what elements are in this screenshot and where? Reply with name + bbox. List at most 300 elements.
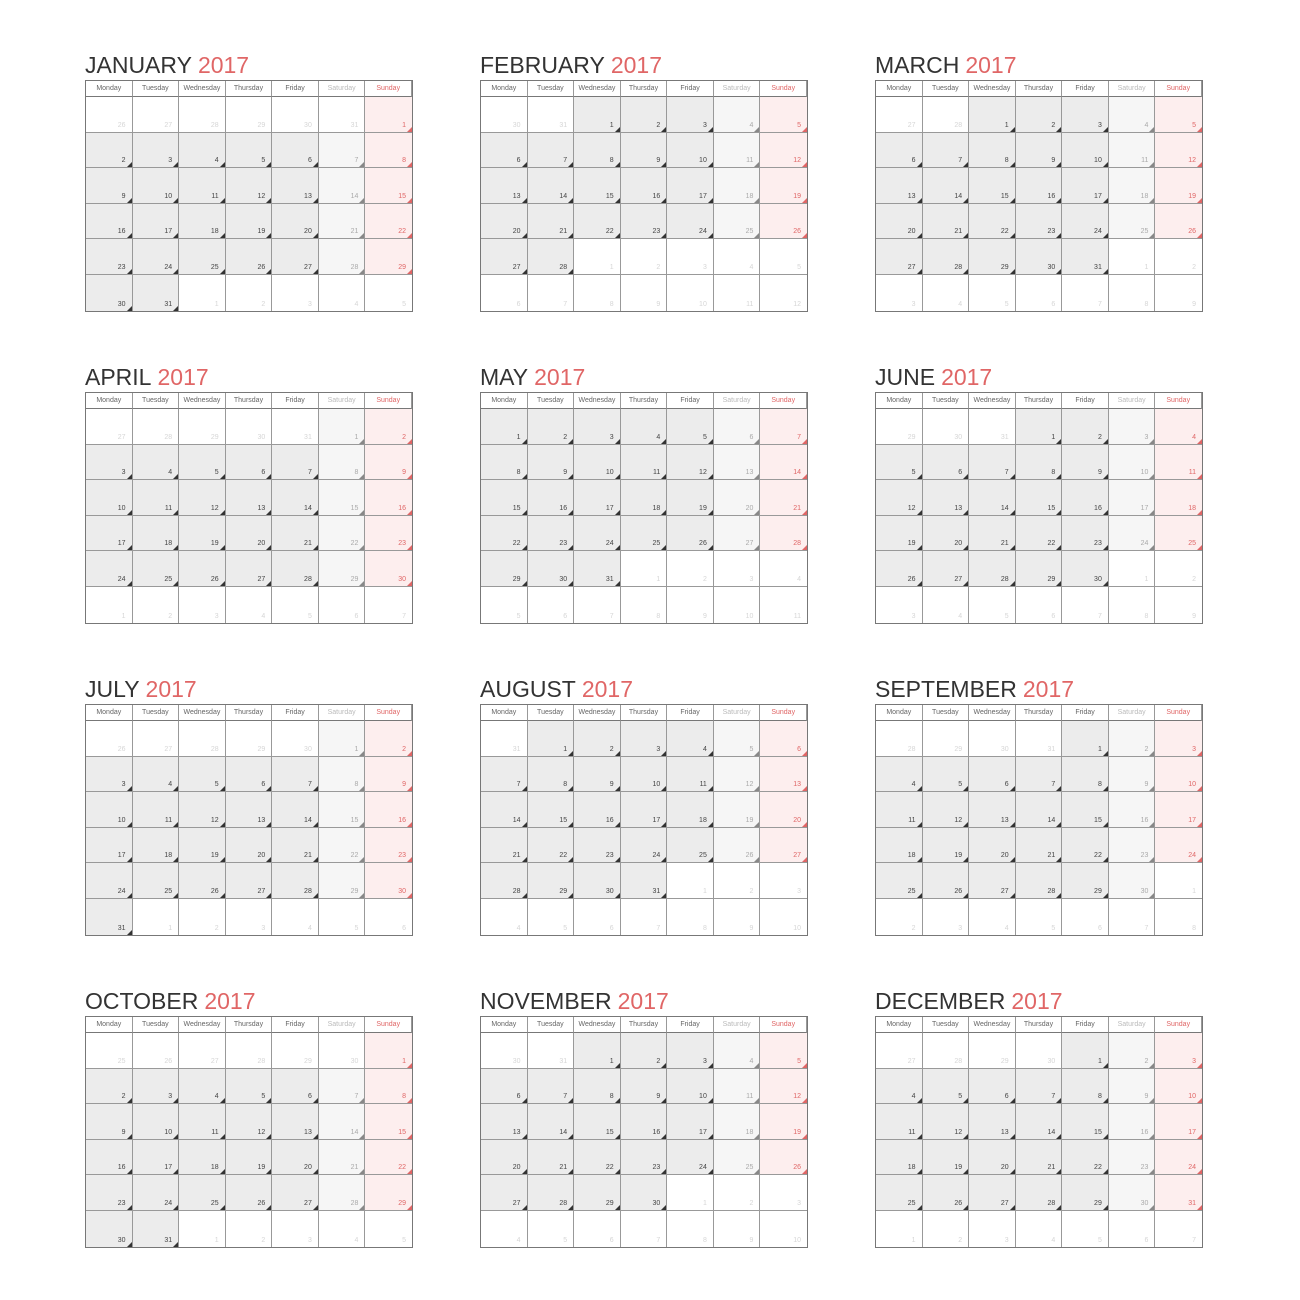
corner-marker-icon <box>266 1098 271 1103</box>
corner-marker-icon <box>661 127 666 132</box>
corner-marker-icon <box>1010 233 1015 238</box>
day-number: 8 <box>1144 612 1149 620</box>
corner-marker-icon <box>1103 751 1108 756</box>
day-number: 6 <box>563 612 568 620</box>
day-cell <box>621 275 668 311</box>
day-cell <box>365 445 412 481</box>
day-number: 25 <box>117 1057 126 1065</box>
day-cell <box>969 239 1016 275</box>
day-number: 16 <box>117 1164 126 1172</box>
corner-marker-icon <box>127 581 132 586</box>
corner-marker-icon <box>407 127 412 132</box>
corner-marker-icon <box>1056 822 1061 827</box>
day-cell <box>528 516 575 552</box>
day-cell <box>876 1211 923 1247</box>
day-number: 17 <box>605 504 614 512</box>
day-cell <box>667 1033 714 1069</box>
corner-marker-icon <box>1149 1063 1154 1068</box>
day-cell <box>760 409 807 445</box>
corner-marker-icon <box>754 474 759 479</box>
weekday-header: Wednesday <box>574 705 621 721</box>
corner-marker-icon <box>754 545 759 550</box>
day-cell <box>876 899 923 935</box>
day-cell <box>226 863 273 899</box>
day-cell <box>667 516 714 552</box>
day-number: 4 <box>749 1057 754 1065</box>
day-number: 25 <box>745 1164 754 1172</box>
day-number: 16 <box>398 504 406 512</box>
corner-marker-icon <box>661 439 666 444</box>
day-number: 28 <box>164 433 173 441</box>
day-number: 15 <box>398 192 406 200</box>
day-number: 21 <box>1047 852 1056 860</box>
day-number: 21 <box>793 504 801 512</box>
corner-marker-icon <box>313 198 318 203</box>
day-cell <box>969 168 1016 204</box>
corner-marker-icon <box>359 439 364 444</box>
corner-marker-icon <box>407 162 412 167</box>
day-number: 9 <box>656 300 661 308</box>
day-number: 7 <box>1097 612 1102 620</box>
corner-marker-icon <box>359 581 364 586</box>
day-cell <box>714 551 761 587</box>
day-cell <box>226 757 273 793</box>
corner-marker-icon <box>615 439 620 444</box>
weekday-header: Tuesday <box>528 393 575 409</box>
day-cell <box>1016 1211 1063 1247</box>
day-cell <box>760 133 807 169</box>
corner-marker-icon <box>802 510 807 515</box>
day-number: 23 <box>117 263 126 271</box>
day-number: 22 <box>559 852 568 860</box>
day-cell <box>1016 1069 1063 1105</box>
month-year: 2017 <box>610 52 662 78</box>
day-cell <box>923 97 970 133</box>
day-cell <box>86 863 133 899</box>
corner-marker-icon <box>359 545 364 550</box>
corner-marker-icon <box>1103 233 1108 238</box>
day-cell <box>923 1069 970 1105</box>
day-number: 26 <box>907 575 916 583</box>
day-cell <box>481 1140 528 1176</box>
day-cell <box>319 721 366 757</box>
day-number: 19 <box>907 540 916 548</box>
corner-marker-icon <box>220 857 225 862</box>
corner-marker-icon <box>754 857 759 862</box>
day-number: 11 <box>793 612 801 620</box>
day-cell <box>226 1033 273 1069</box>
corner-marker-icon <box>522 1134 527 1139</box>
day-number: 12 <box>745 781 754 789</box>
corner-marker-icon <box>1149 1134 1154 1139</box>
day-cell <box>714 1069 761 1105</box>
month-year: 2017 <box>581 676 634 702</box>
day-cell <box>1062 1140 1109 1176</box>
day-number: 13 <box>304 1128 312 1136</box>
day-cell <box>133 1140 180 1176</box>
day-cell <box>272 239 319 275</box>
day-number: 15 <box>1094 1128 1102 1136</box>
day-cell <box>1155 1069 1202 1105</box>
corner-marker-icon <box>313 510 318 515</box>
day-number: 30 <box>117 300 126 308</box>
day-cell <box>1062 551 1109 587</box>
day-number: 6 <box>609 924 614 932</box>
day-number: 3 <box>656 745 661 753</box>
day-number: 25 <box>907 1199 916 1207</box>
day-cell <box>481 863 528 899</box>
day-number: 1 <box>516 433 521 441</box>
day-cell <box>1062 1069 1109 1105</box>
weekday-header: Friday <box>667 1017 714 1033</box>
day-cell <box>667 1140 714 1176</box>
day-number: 18 <box>210 228 219 236</box>
corner-marker-icon <box>1149 1169 1154 1174</box>
day-cell <box>226 587 273 623</box>
day-cell <box>528 899 575 935</box>
day-number: 8 <box>702 1236 707 1244</box>
corner-marker-icon <box>1197 1134 1202 1139</box>
day-number: 11 <box>746 1093 754 1101</box>
corner-marker-icon <box>127 1169 132 1174</box>
day-cell <box>272 1069 319 1105</box>
day-cell <box>1062 828 1109 864</box>
day-number: 28 <box>257 1057 266 1065</box>
corner-marker-icon <box>1010 162 1015 167</box>
day-number: 10 <box>699 1093 707 1101</box>
corner-marker-icon <box>220 510 225 515</box>
day-cell <box>969 721 1016 757</box>
corner-marker-icon <box>568 269 573 274</box>
corner-marker-icon <box>266 198 271 203</box>
corner-marker-icon <box>1056 857 1061 862</box>
corner-marker-icon <box>313 1134 318 1139</box>
corner-marker-icon <box>220 1205 225 1210</box>
day-number: 7 <box>1192 1236 1196 1244</box>
corner-marker-icon <box>917 162 922 167</box>
day-cell <box>365 275 412 311</box>
corner-marker-icon <box>127 233 132 238</box>
day-cell <box>272 480 319 516</box>
weekday-header: Friday <box>667 81 714 97</box>
month-november <box>480 986 808 1248</box>
corner-marker-icon <box>802 1169 807 1174</box>
weekday-header: Sunday <box>1155 705 1202 721</box>
weekday-header: Tuesday <box>923 81 970 97</box>
weekday-header: Sunday <box>365 81 412 97</box>
corner-marker-icon <box>173 269 178 274</box>
corner-marker-icon <box>802 127 807 132</box>
day-number: 25 <box>164 887 173 895</box>
day-number: 17 <box>117 540 126 548</box>
day-number: 29 <box>1000 1057 1009 1065</box>
day-number: 22 <box>398 228 406 236</box>
day-number: 8 <box>354 469 359 477</box>
corner-marker-icon <box>359 198 364 203</box>
month-year: 2017 <box>197 52 250 78</box>
day-number: 12 <box>793 1093 801 1101</box>
day-cell <box>481 204 528 240</box>
day-cell <box>969 1175 1016 1211</box>
corner-marker-icon <box>1056 162 1061 167</box>
day-cell <box>528 480 575 516</box>
day-cell <box>226 133 273 169</box>
day-cell <box>1155 828 1202 864</box>
day-number: 28 <box>954 263 963 271</box>
corner-marker-icon <box>1197 233 1202 238</box>
day-cell <box>365 1069 412 1105</box>
day-cell <box>1016 445 1063 481</box>
corner-marker-icon <box>802 439 807 444</box>
day-cell <box>969 1104 1016 1140</box>
day-number: 27 <box>164 745 173 753</box>
day-cell <box>760 1033 807 1069</box>
day-number: 9 <box>1192 300 1196 308</box>
day-number: 16 <box>1094 504 1102 512</box>
day-cell <box>179 445 226 481</box>
day-number: 6 <box>516 157 521 165</box>
day-number: 25 <box>907 887 916 895</box>
corner-marker-icon <box>407 822 412 827</box>
day-cell <box>923 409 970 445</box>
day-cell <box>1062 133 1109 169</box>
corner-marker-icon <box>754 127 759 132</box>
day-cell <box>319 1175 366 1211</box>
corner-marker-icon <box>1010 1134 1015 1139</box>
day-number: 17 <box>699 192 707 200</box>
day-cell <box>133 828 180 864</box>
month-grid <box>875 392 1203 624</box>
day-cell <box>133 480 180 516</box>
day-cell <box>319 133 366 169</box>
corner-marker-icon <box>173 162 178 167</box>
day-cell <box>319 275 366 311</box>
corner-marker-icon <box>1056 786 1061 791</box>
day-number: 5 <box>702 433 707 441</box>
corner-marker-icon <box>220 198 225 203</box>
day-number: 22 <box>1047 540 1056 548</box>
day-cell <box>1109 445 1156 481</box>
day-number: 18 <box>907 852 916 860</box>
day-cell <box>760 1069 807 1105</box>
day-number: 4 <box>911 1093 916 1101</box>
day-number: 26 <box>954 1199 963 1207</box>
weekday-header: Saturday <box>714 81 761 97</box>
day-cell <box>365 899 412 935</box>
day-number: 4 <box>516 1236 521 1244</box>
month-name: NOVEMBER <box>480 988 612 1014</box>
day-number: 7 <box>609 612 614 620</box>
corner-marker-icon <box>802 233 807 238</box>
day-cell <box>86 1033 133 1069</box>
day-cell <box>621 133 668 169</box>
day-number: 5 <box>516 612 521 620</box>
day-number: 8 <box>563 781 568 789</box>
day-cell <box>133 275 180 311</box>
corner-marker-icon <box>708 127 713 132</box>
day-number: 2 <box>749 1199 754 1207</box>
corner-marker-icon <box>802 545 807 550</box>
weekday-header: Thursday <box>621 393 668 409</box>
day-cell <box>226 1175 273 1211</box>
corner-marker-icon <box>568 510 573 515</box>
day-cell <box>481 516 528 552</box>
day-cell <box>876 721 923 757</box>
month-title <box>85 674 413 704</box>
day-cell <box>481 1069 528 1105</box>
corner-marker-icon <box>1010 269 1015 274</box>
corner-marker-icon <box>266 581 271 586</box>
month-name: JUNE <box>875 364 936 390</box>
day-cell <box>1155 792 1202 828</box>
day-cell <box>574 863 621 899</box>
day-number: 30 <box>954 433 963 441</box>
day-number: 15 <box>605 192 614 200</box>
corner-marker-icon <box>917 198 922 203</box>
day-cell <box>1155 168 1202 204</box>
day-cell <box>667 721 714 757</box>
day-cell <box>1016 551 1063 587</box>
day-number: 2 <box>911 924 916 932</box>
day-cell <box>923 1033 970 1069</box>
corner-marker-icon <box>917 474 922 479</box>
day-number: 11 <box>211 1128 219 1136</box>
day-number: 29 <box>1094 1199 1102 1207</box>
corner-marker-icon <box>963 474 968 479</box>
corner-marker-icon <box>1103 1134 1108 1139</box>
day-number: 30 <box>1047 1057 1056 1065</box>
day-cell <box>365 828 412 864</box>
day-cell <box>574 828 621 864</box>
corner-marker-icon <box>359 1169 364 1174</box>
day-number: 13 <box>1000 816 1009 824</box>
day-number: 6 <box>354 612 359 620</box>
corner-marker-icon <box>1149 545 1154 550</box>
day-number: 3 <box>911 612 916 620</box>
day-number: 9 <box>121 1128 126 1136</box>
day-number: 10 <box>1188 781 1196 789</box>
corner-marker-icon <box>173 198 178 203</box>
month-name: OCTOBER <box>85 988 199 1014</box>
day-number: 19 <box>793 1128 801 1136</box>
day-cell <box>226 1211 273 1247</box>
month-february <box>480 50 808 312</box>
corner-marker-icon <box>522 1098 527 1103</box>
corner-marker-icon <box>802 474 807 479</box>
day-number: 3 <box>1004 1236 1009 1244</box>
day-cell <box>319 516 366 552</box>
day-cell <box>133 899 180 935</box>
day-cell <box>179 168 226 204</box>
day-cell <box>1062 792 1109 828</box>
weekday-header: Monday <box>86 393 133 409</box>
day-cell <box>1109 204 1156 240</box>
day-cell <box>621 721 668 757</box>
day-cell <box>1016 792 1063 828</box>
day-cell <box>86 1104 133 1140</box>
corner-marker-icon <box>173 786 178 791</box>
month-grid <box>875 704 1203 936</box>
day-cell <box>528 587 575 623</box>
day-number: 19 <box>699 504 707 512</box>
corner-marker-icon <box>522 581 527 586</box>
month-year: 2017 <box>157 364 209 390</box>
corner-marker-icon <box>407 233 412 238</box>
day-number: 27 <box>954 575 963 583</box>
day-cell <box>179 239 226 275</box>
day-cell <box>1016 757 1063 793</box>
day-cell <box>1109 275 1156 311</box>
month-grid <box>875 80 1203 312</box>
day-number: 23 <box>398 852 406 860</box>
day-cell <box>923 587 970 623</box>
corner-marker-icon <box>615 1134 620 1139</box>
weekday-header: Wednesday <box>574 393 621 409</box>
weekday-header: Tuesday <box>528 705 575 721</box>
day-number: 23 <box>652 1164 661 1172</box>
day-number: 14 <box>954 192 963 200</box>
corner-marker-icon <box>127 510 132 515</box>
day-cell <box>1155 480 1202 516</box>
weekday-header: Saturday <box>319 81 366 97</box>
day-cell <box>179 792 226 828</box>
day-cell <box>574 239 621 275</box>
corner-marker-icon <box>708 751 713 756</box>
corner-marker-icon <box>313 1098 318 1103</box>
corner-marker-icon <box>1197 857 1202 862</box>
corner-marker-icon <box>963 893 968 898</box>
day-cell <box>319 1069 366 1105</box>
weekday-header: Tuesday <box>133 1017 180 1033</box>
day-cell <box>528 551 575 587</box>
day-cell <box>528 445 575 481</box>
day-cell <box>1062 445 1109 481</box>
day-cell <box>574 792 621 828</box>
corner-marker-icon <box>220 545 225 550</box>
day-number: 31 <box>164 1236 173 1244</box>
day-cell <box>574 516 621 552</box>
corner-marker-icon <box>661 474 666 479</box>
day-number: 21 <box>1047 1164 1056 1172</box>
day-number: 21 <box>304 540 312 548</box>
corner-marker-icon <box>266 822 271 827</box>
corner-marker-icon <box>615 545 620 550</box>
day-cell <box>760 828 807 864</box>
corner-marker-icon <box>615 198 620 203</box>
day-cell <box>1016 828 1063 864</box>
day-cell <box>714 1211 761 1247</box>
corner-marker-icon <box>1103 581 1108 586</box>
corner-marker-icon <box>963 1205 968 1210</box>
corner-marker-icon <box>615 893 620 898</box>
day-number: 27 <box>117 433 126 441</box>
day-cell <box>667 445 714 481</box>
corner-marker-icon <box>1010 581 1015 586</box>
day-number: 29 <box>257 745 266 753</box>
day-number: 17 <box>652 816 661 824</box>
day-cell <box>133 1069 180 1105</box>
day-number: 4 <box>354 1236 359 1244</box>
day-number: 24 <box>1094 228 1102 236</box>
corner-marker-icon <box>917 1134 922 1139</box>
day-cell <box>574 1211 621 1247</box>
day-number: 7 <box>656 924 661 932</box>
day-cell <box>365 1033 412 1069</box>
day-number: 26 <box>117 121 126 129</box>
day-number: 5 <box>354 924 359 932</box>
day-cell <box>481 828 528 864</box>
day-cell <box>1109 516 1156 552</box>
